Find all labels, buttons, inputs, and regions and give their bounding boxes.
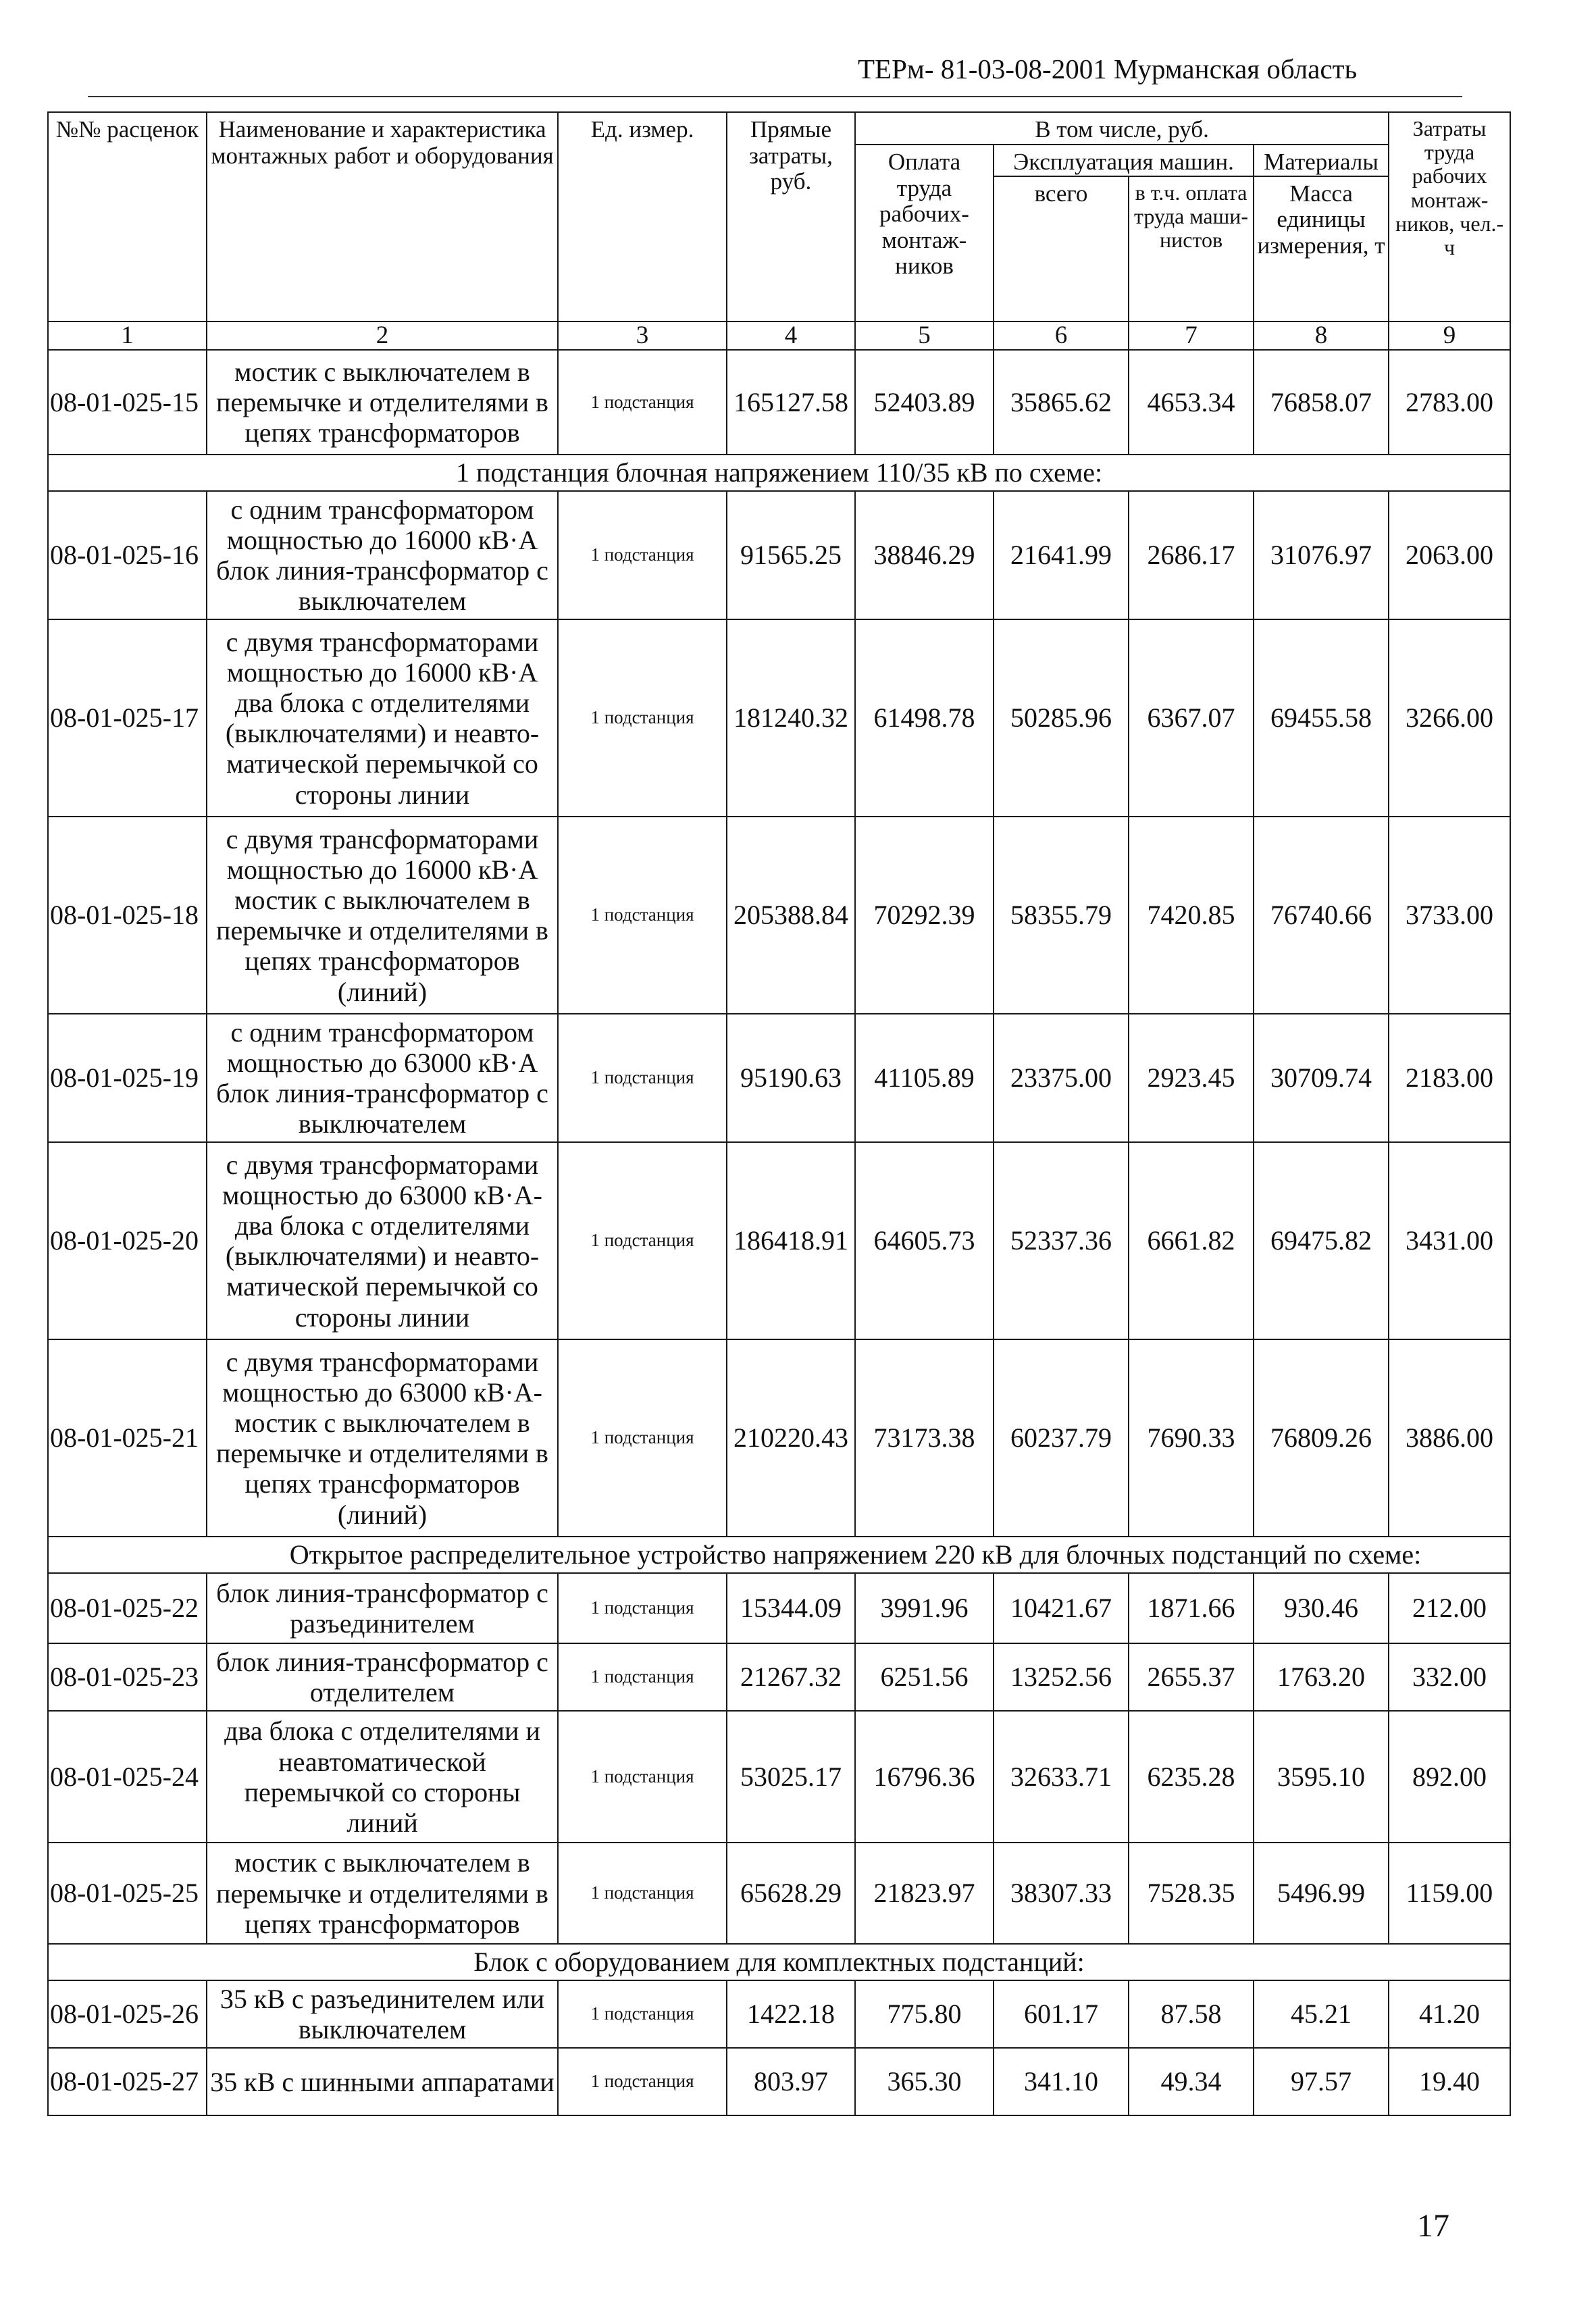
table-row [48, 619, 1510, 817]
row-name: с двумя трансформаторами мощностью до 63000 кВ·А-мостик с выключателем в перемычке и отделителями в цепях трансформаторов (линий) [207, 1339, 558, 1537]
row-code: 08-01-025-19 [48, 1014, 207, 1142]
row-machines-labor: 7690.33 [1129, 1339, 1254, 1537]
section-title: Открытое распределительное устройство напряжением 220 кВ для блочных подстанций по схеме: [48, 1537, 1510, 1573]
row-code: 08-01-025-25 [48, 1843, 207, 1944]
row-machines-labor: 6661.82 [1129, 1142, 1254, 1339]
row-materials: 31076.97 [1254, 491, 1389, 619]
row-machines: 58355.79 [994, 817, 1129, 1014]
row-name: с одним трансформатором мощностью до 16000 кВ·А блок линия-трансформатор с выключателем [207, 491, 558, 619]
row-machines-labor: 49.34 [1129, 2048, 1254, 2115]
row-materials: 3595.10 [1254, 1711, 1389, 1843]
row-hours: 2183.00 [1389, 1014, 1510, 1142]
row-name: с двумя трансформаторами мощностью до 16000 кВ·А мостик с выключателем в перемычке и отделителями в цепях трансформаторов (линий) [207, 817, 558, 1014]
row-labor: 21823.97 [855, 1843, 994, 1944]
row-direct: 15344.09 [727, 1573, 855, 1643]
row-name: 35 кВ с разъединителем или выключателем [207, 1980, 558, 2048]
header-labor-pay: Оплата труда рабочих-монтаж-ников [855, 145, 994, 322]
row-machines: 21641.99 [994, 491, 1129, 619]
row-materials: 1763.20 [1254, 1643, 1389, 1711]
row-machines: 601.17 [994, 1980, 1129, 2048]
row-machines-labor: 4653.34 [1129, 350, 1254, 455]
row-hours: 3266.00 [1389, 619, 1510, 817]
row-hours: 212.00 [1389, 1573, 1510, 1643]
column-number: 5 [855, 322, 994, 351]
row-materials: 69475.82 [1254, 1142, 1389, 1339]
section-row [48, 1944, 1510, 1980]
row-unit: 1 подстанция [558, 1711, 727, 1843]
row-unit: 1 подстанция [558, 491, 727, 619]
row-code: 08-01-025-16 [48, 491, 207, 619]
table-row [48, 2048, 1510, 2115]
row-labor: 61498.78 [855, 619, 994, 817]
column-number: 4 [727, 322, 855, 351]
row-direct: 65628.29 [727, 1843, 855, 1944]
row-hours: 332.00 [1389, 1643, 1510, 1711]
row-direct: 1422.18 [727, 1980, 855, 2048]
row-unit: 1 подстанция [558, 1843, 727, 1944]
page-number: 17 [1417, 2208, 1449, 2244]
row-direct: 53025.17 [727, 1711, 855, 1843]
section-title: Блок с оборудованием для комплектных подстанций: [48, 1944, 1510, 1980]
row-direct: 95190.63 [727, 1014, 855, 1142]
row-materials: 45.21 [1254, 1980, 1389, 2048]
table-row [48, 1980, 1510, 2048]
row-materials: 30709.74 [1254, 1014, 1389, 1142]
row-machines-labor: 6235.28 [1129, 1711, 1254, 1843]
row-name: мостик с выключателем в перемычке и отделителями в цепях трансформаторов [207, 1843, 558, 1944]
row-hours: 41.20 [1389, 1980, 1510, 2048]
row-code: 08-01-025-20 [48, 1142, 207, 1339]
row-machines: 13252.56 [994, 1643, 1129, 1711]
column-number: 1 [48, 322, 207, 351]
row-direct: 803.97 [727, 2048, 855, 2115]
row-direct: 186418.91 [727, 1142, 855, 1339]
row-code: 08-01-025-21 [48, 1339, 207, 1537]
row-code: 08-01-025-15 [48, 350, 207, 455]
row-materials: 930.46 [1254, 1573, 1389, 1643]
row-machines: 50285.96 [994, 619, 1129, 817]
row-code: 08-01-025-26 [48, 1980, 207, 2048]
row-unit: 1 подстанция [558, 619, 727, 817]
row-materials: 76809.26 [1254, 1339, 1389, 1537]
row-name: мостик с выключателем в перемычке и отделителями в цепях трансформаторов [207, 350, 558, 455]
row-labor: 6251.56 [855, 1643, 994, 1711]
row-name: два блока с отделителями и неавтоматической перемычкой со стороны линий [207, 1711, 558, 1843]
row-machines: 52337.36 [994, 1142, 1129, 1339]
section-row [48, 455, 1510, 491]
row-name: с одним трансформатором мощностью до 63000 кВ·А блок линия-трансформатор с выключателем [207, 1014, 558, 1142]
column-number: 6 [994, 322, 1129, 351]
row-unit: 1 подстанция [558, 2048, 727, 2115]
row-direct: 21267.32 [727, 1643, 855, 1711]
row-machines: 35865.62 [994, 350, 1129, 455]
row-machines-labor: 7528.35 [1129, 1843, 1254, 1944]
header-machines-total: всего [994, 176, 1129, 322]
row-direct: 210220.43 [727, 1339, 855, 1537]
row-unit: 1 подстанция [558, 1980, 727, 2048]
row-hours: 2063.00 [1389, 491, 1510, 619]
row-labor: 41105.89 [855, 1014, 994, 1142]
row-code: 08-01-025-23 [48, 1643, 207, 1711]
row-unit: 1 подстанция [558, 1573, 727, 1643]
row-machines-labor: 2923.45 [1129, 1014, 1254, 1142]
row-machines-labor: 1871.66 [1129, 1573, 1254, 1643]
section-title: 1 подстанция блочная напряжением 110/35 кВ по схеме: [48, 455, 1510, 491]
table-row [48, 1843, 1510, 1944]
row-hours: 892.00 [1389, 1711, 1510, 1843]
row-hours: 3886.00 [1389, 1339, 1510, 1537]
row-direct: 205388.84 [727, 817, 855, 1014]
header-mass: Масса единицы измерения, т [1254, 176, 1389, 322]
row-direct: 165127.58 [727, 350, 855, 455]
table-row [48, 491, 1510, 619]
row-hours: 2783.00 [1389, 350, 1510, 455]
row-name: блок линия-трансформатор с разъединителем [207, 1573, 558, 1643]
header-machines: Эксплуатация машин. [994, 145, 1254, 176]
row-unit: 1 подстанция [558, 817, 727, 1014]
header-name: Наименование и характеристика монтажных работ и оборудования [207, 112, 558, 322]
row-labor: 52403.89 [855, 350, 994, 455]
row-materials: 97.57 [1254, 2048, 1389, 2115]
row-labor: 70292.39 [855, 817, 994, 1014]
row-hours: 3733.00 [1389, 817, 1510, 1014]
row-labor: 64605.73 [855, 1142, 994, 1339]
document-header: ТЕРм- 81-03-08-2001 Мурманская область [858, 53, 1358, 84]
row-machines: 10421.67 [994, 1573, 1129, 1643]
table-row [48, 1643, 1510, 1711]
row-code: 08-01-025-27 [48, 2048, 207, 2115]
column-number: 2 [207, 322, 558, 351]
row-code: 08-01-025-24 [48, 1711, 207, 1843]
row-labor: 775.80 [855, 1980, 994, 2048]
column-number: 3 [558, 322, 727, 351]
table-row [48, 1014, 1510, 1142]
column-number-row [48, 322, 1510, 351]
column-number: 9 [1389, 322, 1510, 351]
row-materials: 5496.99 [1254, 1843, 1389, 1944]
column-number: 8 [1254, 322, 1389, 351]
row-machines: 38307.33 [994, 1843, 1129, 1944]
row-direct: 181240.32 [727, 619, 855, 817]
column-number: 7 [1129, 322, 1254, 351]
row-machines: 60237.79 [994, 1339, 1129, 1537]
row-labor: 16796.36 [855, 1711, 994, 1843]
row-machines: 32633.71 [994, 1711, 1129, 1843]
rates-table [47, 111, 1511, 2116]
row-hours: 19.40 [1389, 2048, 1510, 2115]
row-machines-labor: 87.58 [1129, 1980, 1254, 2048]
row-labor: 73173.38 [855, 1339, 994, 1537]
header-rule [88, 96, 1462, 97]
header-machines-labor: в т.ч. оплата труда маши-нистов [1129, 176, 1254, 322]
row-hours: 1159.00 [1389, 1843, 1510, 1944]
row-machines-labor: 7420.85 [1129, 817, 1254, 1014]
table-row [48, 817, 1510, 1014]
header-materials: Материалы [1254, 145, 1389, 176]
row-unit: 1 подстанция [558, 350, 727, 455]
header-including: В том числе, руб. [855, 112, 1389, 145]
table-row [48, 1339, 1510, 1537]
row-code: 08-01-025-18 [48, 817, 207, 1014]
row-unit: 1 подстанция [558, 1643, 727, 1711]
row-unit: 1 подстанция [558, 1142, 727, 1339]
header-code: №№ расценок [48, 112, 207, 322]
header-labor-hours: Затраты труда рабочих монтаж-ников, чел.-ч [1389, 112, 1510, 322]
row-unit: 1 подстанция [558, 1014, 727, 1142]
row-name: блок линия-трансформатор с отделителем [207, 1643, 558, 1711]
row-unit: 1 подстанция [558, 1339, 727, 1537]
row-direct: 91565.25 [727, 491, 855, 619]
table-row [48, 1573, 1510, 1643]
header-direct-costs: Прямые затраты, руб. [727, 112, 855, 322]
row-materials: 76740.66 [1254, 817, 1389, 1014]
row-machines-labor: 6367.07 [1129, 619, 1254, 817]
row-name: с двумя трансформаторами мощностью до 16000 кВ·А два блока с отделителями (выключателями) и неавто-матической перемычкой со стороны линии [207, 619, 558, 817]
row-machines: 23375.00 [994, 1014, 1129, 1142]
row-name: с двумя трансформаторами мощностью до 63000 кВ·А-два блока с отделителями (выключателями) и неавто-матической перемычкой со стороны линии [207, 1142, 558, 1339]
row-materials: 69455.58 [1254, 619, 1389, 817]
table-row [48, 1711, 1510, 1843]
row-labor: 365.30 [855, 2048, 994, 2115]
row-machines-labor: 2655.37 [1129, 1643, 1254, 1711]
section-row [48, 1537, 1510, 1573]
row-labor: 38846.29 [855, 491, 994, 619]
row-machines-labor: 2686.17 [1129, 491, 1254, 619]
row-hours: 3431.00 [1389, 1142, 1510, 1339]
row-labor: 3991.96 [855, 1573, 994, 1643]
row-name: 35 кВ с шинными аппаратами [207, 2048, 558, 2115]
row-code: 08-01-025-22 [48, 1573, 207, 1643]
header-unit: Ед. измер. [558, 112, 727, 322]
table-row [48, 350, 1510, 455]
row-materials: 76858.07 [1254, 350, 1389, 455]
row-code: 08-01-025-17 [48, 619, 207, 817]
row-machines: 341.10 [994, 2048, 1129, 2115]
table-row [48, 1142, 1510, 1339]
